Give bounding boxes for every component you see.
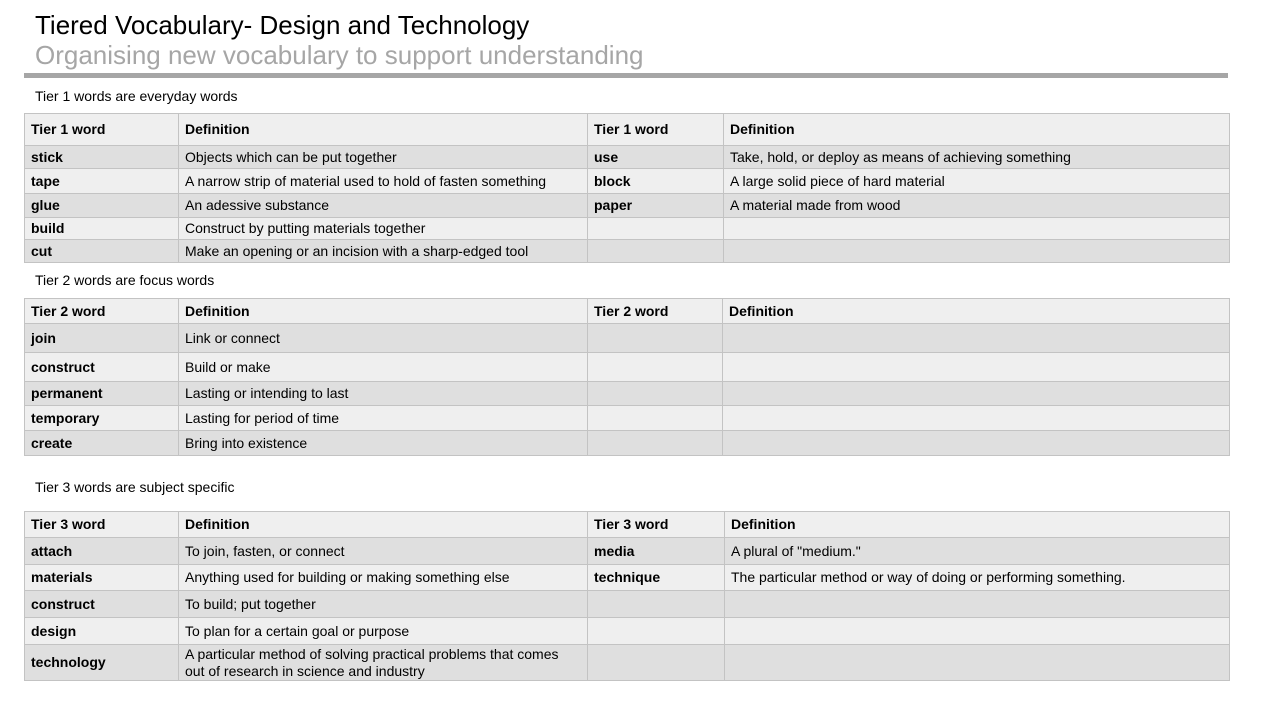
table-row bbox=[25, 324, 1230, 353]
word-cell: cut bbox=[25, 240, 179, 263]
table-row bbox=[25, 353, 1230, 382]
definition-cell bbox=[723, 324, 1230, 353]
word-cell: permanent bbox=[25, 382, 179, 406]
table-row bbox=[25, 565, 1230, 591]
column-header: Tier 1 word bbox=[588, 114, 724, 146]
word-cell bbox=[588, 382, 723, 406]
word-cell bbox=[588, 353, 723, 382]
tier1-table bbox=[24, 113, 1230, 263]
word-cell: build bbox=[25, 218, 179, 240]
definition-cell: Objects which can be put together bbox=[179, 146, 588, 169]
column-header: Tier 1 word bbox=[25, 114, 179, 146]
word-cell bbox=[588, 591, 725, 618]
table-row bbox=[25, 406, 1230, 431]
definition-cell: To join, fasten, or connect bbox=[179, 538, 588, 565]
word-cell: use bbox=[588, 146, 724, 169]
table-row bbox=[25, 591, 1230, 618]
definition-cell: A plural of "medium." bbox=[725, 538, 1230, 565]
word-cell: construct bbox=[25, 353, 179, 382]
table-row bbox=[25, 618, 1230, 645]
table-row bbox=[25, 240, 1230, 263]
definition-cell bbox=[725, 618, 1230, 645]
definition-cell bbox=[724, 218, 1230, 240]
word-cell: technology bbox=[25, 645, 179, 681]
column-header: Definition bbox=[179, 299, 588, 324]
word-cell bbox=[588, 645, 725, 681]
column-header: Definition bbox=[723, 299, 1230, 324]
definition-cell: Make an opening or an incision with a sharp-edged tool bbox=[179, 240, 588, 263]
word-cell: media bbox=[588, 538, 725, 565]
word-cell: paper bbox=[588, 194, 724, 218]
definition-cell bbox=[723, 353, 1230, 382]
tier1-label: Tier 1 words are everyday words bbox=[35, 88, 238, 104]
page-subtitle: Organising new vocabulary to support understanding bbox=[35, 40, 644, 70]
table-header-row bbox=[25, 512, 1230, 538]
word-cell: construct bbox=[25, 591, 179, 618]
definition-cell bbox=[723, 382, 1230, 406]
word-cell: tape bbox=[25, 169, 179, 194]
table-header-row bbox=[25, 299, 1230, 324]
definition-cell: Lasting or intending to last bbox=[179, 382, 588, 406]
definition-cell: To plan for a certain goal or purpose bbox=[179, 618, 588, 645]
word-cell: technique bbox=[588, 565, 725, 591]
page-title: Tiered Vocabulary- Design and Technology bbox=[35, 10, 530, 40]
title-divider bbox=[24, 73, 1228, 78]
column-header: Definition bbox=[724, 114, 1230, 146]
table-row bbox=[25, 645, 1230, 681]
column-header: Definition bbox=[725, 512, 1230, 538]
definition-cell bbox=[723, 406, 1230, 431]
word-cell bbox=[588, 406, 723, 431]
word-cell bbox=[588, 240, 724, 263]
tier2-label: Tier 2 words are focus words bbox=[35, 272, 215, 288]
table-row bbox=[25, 431, 1230, 456]
table-header-row bbox=[25, 114, 1230, 146]
word-cell: create bbox=[25, 431, 179, 456]
column-header: Tier 2 word bbox=[25, 299, 179, 324]
definition-cell: Anything used for building or making something else bbox=[179, 565, 588, 591]
definition-cell: A material made from wood bbox=[724, 194, 1230, 218]
table-row bbox=[25, 382, 1230, 406]
table-row bbox=[25, 169, 1230, 194]
column-header: Tier 2 word bbox=[588, 299, 723, 324]
table-row bbox=[25, 146, 1230, 169]
word-cell bbox=[588, 218, 724, 240]
word-cell: materials bbox=[25, 565, 179, 591]
definition-cell: An adessive substance bbox=[179, 194, 588, 218]
word-cell: glue bbox=[25, 194, 179, 218]
word-cell: join bbox=[25, 324, 179, 353]
definition-cell bbox=[723, 431, 1230, 456]
column-header: Definition bbox=[179, 114, 588, 146]
table-row bbox=[25, 218, 1230, 240]
word-cell bbox=[588, 618, 725, 645]
definition-cell bbox=[724, 240, 1230, 263]
word-cell bbox=[588, 431, 723, 456]
definition-cell: Link or connect bbox=[179, 324, 588, 353]
word-cell: attach bbox=[25, 538, 179, 565]
table-row bbox=[25, 538, 1230, 565]
tier3-table bbox=[24, 511, 1230, 681]
word-cell: block bbox=[588, 169, 724, 194]
definition-cell: Take, hold, or deploy as means of achieving something bbox=[724, 146, 1230, 169]
word-cell: stick bbox=[25, 146, 179, 169]
definition-cell: Construct by putting materials together bbox=[179, 218, 588, 240]
table-row bbox=[25, 194, 1230, 218]
definition-cell: Build or make bbox=[179, 353, 588, 382]
word-cell: temporary bbox=[25, 406, 179, 431]
word-cell bbox=[588, 324, 723, 353]
column-header: Definition bbox=[179, 512, 588, 538]
tier3-label: Tier 3 words are subject specific bbox=[35, 479, 235, 495]
definition-cell: A large solid piece of hard material bbox=[724, 169, 1230, 194]
column-header: Tier 3 word bbox=[588, 512, 725, 538]
word-cell: design bbox=[25, 618, 179, 645]
definition-cell: The particular method or way of doing or performing something. bbox=[725, 565, 1230, 591]
definition-cell bbox=[725, 645, 1230, 681]
definition-cell: A narrow strip of material used to hold of fasten something bbox=[179, 169, 588, 194]
tier2-table bbox=[24, 298, 1230, 456]
definition-cell bbox=[725, 591, 1230, 618]
definition-cell: A particular method of solving practical problems that comes out of research in science and industry bbox=[179, 645, 588, 681]
definition-cell: Lasting for period of time bbox=[179, 406, 588, 431]
column-header: Tier 3 word bbox=[25, 512, 179, 538]
definition-cell: To build; put together bbox=[179, 591, 588, 618]
definition-cell: Bring into existence bbox=[179, 431, 588, 456]
